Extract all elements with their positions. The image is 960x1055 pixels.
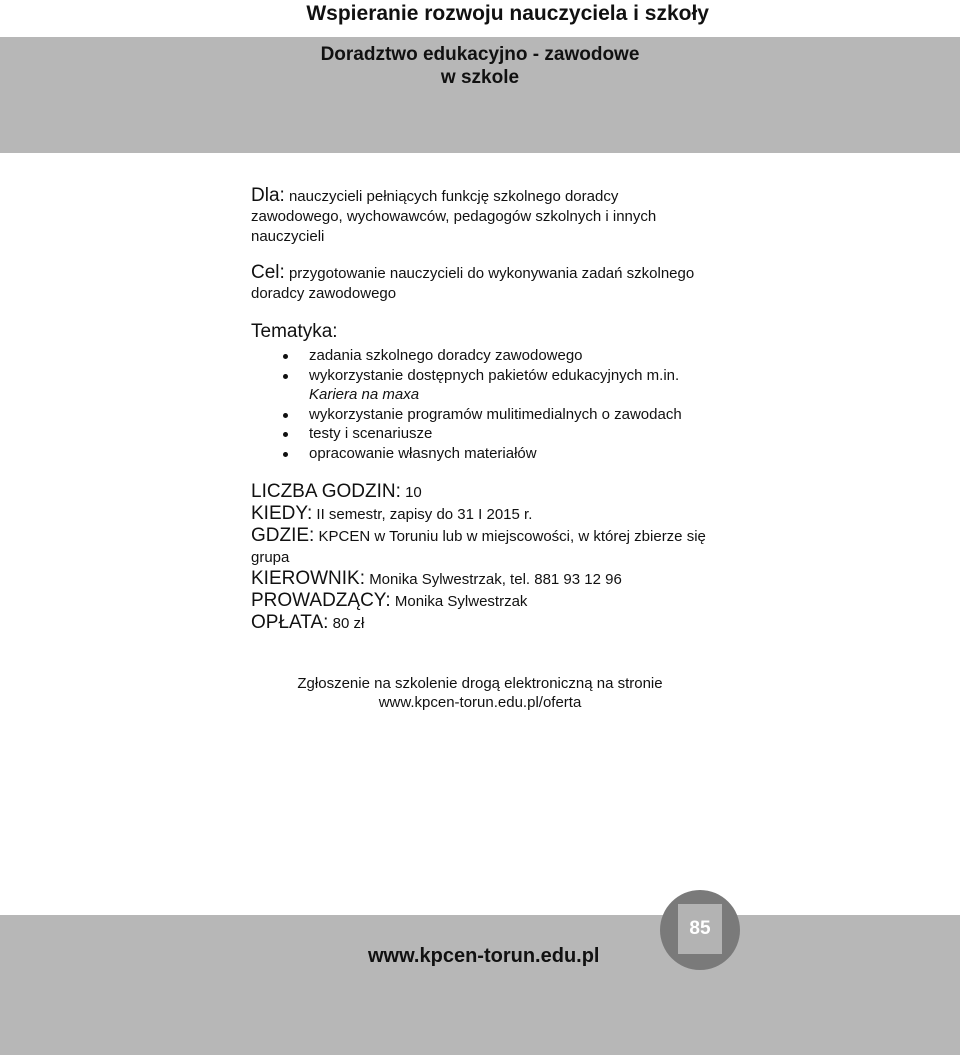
audience-text: nauczycieli pełniących funkcję szkolnego doradcy zawodowego, wychowawców, pedagogów szkolnych i innych nauczycieli bbox=[251, 188, 657, 245]
topic-text: wykorzystanie programów mulitimedialnych o zawodach bbox=[309, 405, 682, 423]
running-header-title: Wspieranie rozwoju nauczyciela i szkoły bbox=[306, 2, 709, 25]
course-details bbox=[251, 481, 711, 634]
audience-paragraph bbox=[251, 186, 711, 247]
fee-value: 80 zł bbox=[332, 615, 365, 632]
list-item bbox=[251, 366, 711, 405]
goal-text: przygotowanie nauczycieli do wykonywania zadań szkolnego doradcy zawodowego bbox=[251, 265, 695, 302]
topic-text: opracowanie własnych materiałów bbox=[309, 444, 537, 462]
signup-note bbox=[280, 674, 680, 712]
trainer-row bbox=[251, 590, 711, 612]
course-title-line-1: Doradztwo edukacyjno - zawodowe bbox=[320, 44, 640, 65]
goal-label: Cel: bbox=[251, 262, 285, 283]
manager-value: Monika Sylwestrzak, tel. 881 93 12 96 bbox=[369, 571, 622, 588]
manager-label: KIEROWNIK: bbox=[251, 568, 366, 589]
trainer-label: PROWADZĄCY: bbox=[251, 590, 391, 611]
when-value: II semestr, zapisy do 31 I 2015 r. bbox=[316, 506, 533, 523]
where-value: KPCEN w Toruniu lub w miejscowości, w której zbierze się grupa bbox=[251, 528, 706, 566]
footer-band bbox=[0, 915, 960, 1055]
where-label: GDZIE: bbox=[251, 525, 315, 546]
list-item bbox=[251, 444, 711, 464]
fee-row bbox=[251, 612, 711, 634]
course-description bbox=[251, 186, 711, 634]
topics-heading: Tematyka: bbox=[251, 321, 338, 342]
list-item bbox=[251, 346, 711, 366]
trainer-value: Monika Sylwestrzak bbox=[394, 593, 528, 610]
course-title bbox=[0, 43, 960, 89]
signup-link[interactable]: www.kpcen-torun.edu.pl/oferta bbox=[378, 694, 582, 711]
page-number: 85 bbox=[678, 904, 722, 954]
course-title-line-2: w szkole bbox=[440, 67, 520, 88]
manager-row bbox=[251, 568, 711, 590]
goal-paragraph bbox=[251, 263, 711, 304]
hours-label: LICZBA GODZIN: bbox=[251, 481, 401, 502]
where-row bbox=[251, 525, 711, 568]
fee-label: OPŁATA: bbox=[251, 612, 329, 633]
hours-row bbox=[251, 481, 711, 503]
topic-text: zadania szkolnego doradcy zawodowego bbox=[309, 347, 583, 364]
topic-text: testy i scenariusze bbox=[309, 425, 433, 442]
list-item bbox=[251, 424, 711, 444]
when-row bbox=[251, 503, 711, 525]
topic-package-name: Kariera na maxa bbox=[309, 386, 420, 403]
list-item bbox=[251, 405, 711, 425]
hours-value: 10 bbox=[405, 484, 422, 501]
audience-label: Dla: bbox=[251, 185, 285, 206]
when-label: KIEDY: bbox=[251, 503, 313, 524]
topics-list bbox=[251, 346, 711, 463]
footer-website-link[interactable]: www.kpcen-torun.edu.pl bbox=[368, 945, 600, 967]
topic-text: wykorzystanie dostępnych pakietów edukacyjnych m.in. bbox=[309, 366, 680, 384]
signup-line-1: Zgłoszenie na szkolenie drogą elektroniczną na stronie bbox=[297, 675, 663, 692]
